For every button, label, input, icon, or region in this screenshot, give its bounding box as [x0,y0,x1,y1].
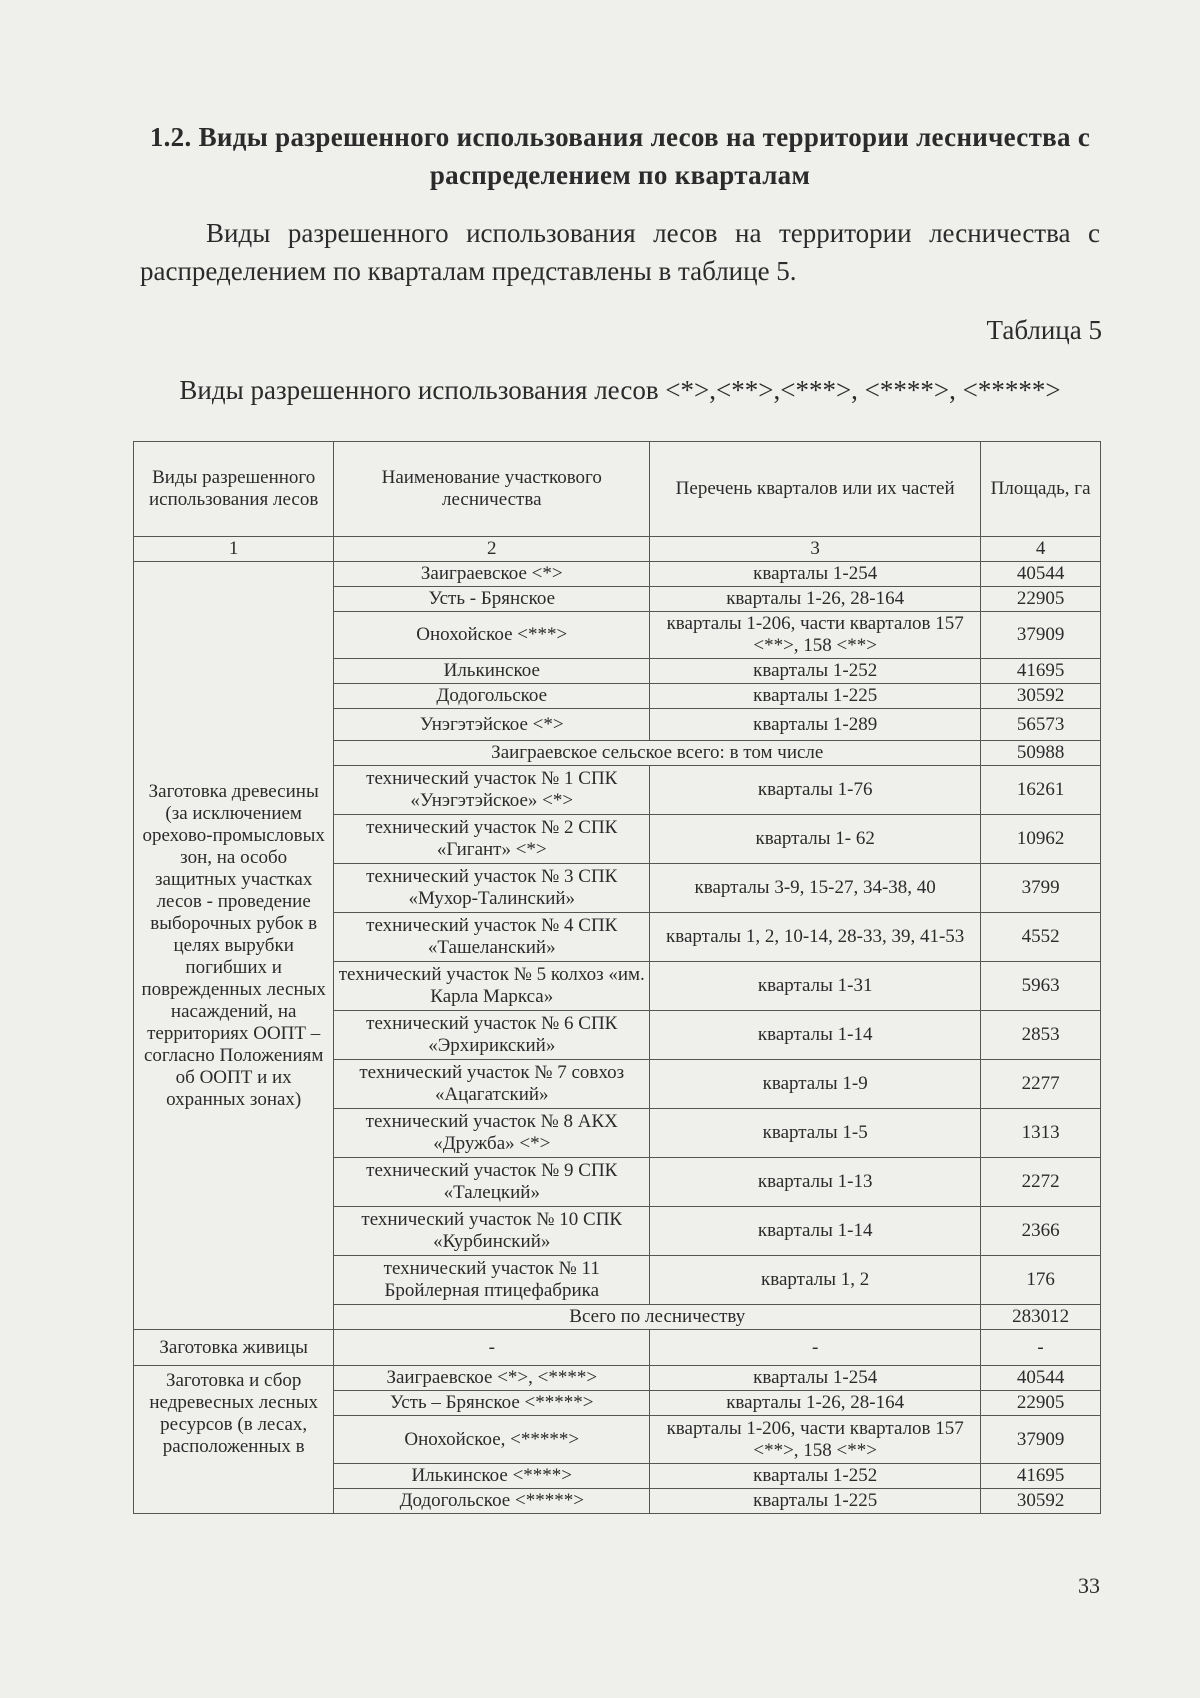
quarters-cell: кварталы 1-31 [650,962,981,1011]
area-cell: 37909 [981,1416,1101,1464]
quarters-cell: кварталы 1-13 [650,1158,981,1207]
header-cell: Площадь, га [981,442,1101,537]
forestry-name-cell: Заиграевское <*>, <****> [334,1366,650,1391]
forestry-name-cell: Унэгэтэйское <*> [334,709,650,741]
column-number: 3 [650,537,981,562]
forestry-name-cell: Заиграевское <*> [334,562,650,587]
forestry-name-cell: технический участок № 5 колхоз «им. Карла Маркса» [334,962,650,1011]
use-type-cell: Заготовка и сбор недревесных лесных ресурсов (в лесах, расположенных в [134,1366,334,1514]
forestry-name-cell: технический участок № 7 совхоз «Ацагатский» [334,1060,650,1109]
area-cell: 22905 [981,587,1101,612]
page-number: 33 [1078,1573,1100,1598]
quarters-cell: кварталы 1-76 [650,766,981,815]
quarters-cell: - [650,1330,981,1366]
column-number-row [134,537,1101,562]
quarters-cell: кварталы 1-26, 28-164 [650,1391,981,1416]
forestry-name-cell: технический участок № 11 Бройлерная птицефабрика [334,1256,650,1305]
forestry-name-cell: технический участок № 6 СПК «Эрхирикский» [334,1011,650,1060]
quarters-cell: кварталы 1-9 [650,1060,981,1109]
header-cell: Наименование участкового лесничества [334,442,650,537]
area-cell: 176 [981,1256,1101,1305]
table-label: Таблица 5 [986,315,1102,345]
area-cell: 30592 [981,1489,1101,1514]
quarters-cell: кварталы 1, 2 [650,1256,981,1305]
quarters-cell: кварталы 1-225 [650,684,981,709]
area-cell: 283012 [981,1305,1101,1330]
area-cell: 2366 [981,1207,1101,1256]
area-cell: 30592 [981,684,1101,709]
header-cell: Перечень кварталов или их частей [650,442,981,537]
quarters-cell: кварталы 1-252 [650,1464,981,1489]
quarters-cell: кварталы 1-254 [650,1366,981,1391]
forestry-name-cell: - [334,1330,650,1366]
forestry-name-cell: технический участок № 4 СПК «Ташеланский» [334,913,650,962]
forest-use-table [133,441,1101,1514]
use-type-cell: Заготовка древесины (за исключением орехово-промысловых зон, на особо защитных участках лесов - проведение выборочных рубок в целях вырубки погибших и поврежденных лесных насаждений, на территориях ООПТ – согласно Положениям об ООПТ и их охранных зонах) [134,562,334,1330]
forestry-name-cell: Онохойское <***> [334,612,650,659]
area-cell: - [981,1330,1101,1366]
quarters-cell: кварталы 1-252 [650,659,981,684]
table-caption: Виды разрешенного использования лесов <*>,<**>,<***>, <****>, <*****> [179,375,1061,405]
quarters-cell: кварталы 1-5 [650,1109,981,1158]
quarters-cell: кварталы 3-9, 15-27, 34-38, 40 [650,864,981,913]
area-cell: 2853 [981,1011,1101,1060]
forestry-name-cell: Додогольское <*****> [334,1489,650,1514]
table-row [134,562,1101,587]
area-cell: 41695 [981,1464,1101,1489]
area-cell: 2272 [981,1158,1101,1207]
area-cell: 40544 [981,562,1101,587]
quarters-cell: кварталы 1- 62 [650,815,981,864]
area-cell: 41695 [981,659,1101,684]
column-number: 1 [134,537,334,562]
forestry-name-cell: Додогольское [334,684,650,709]
forestry-name-cell: технический участок № 3 СПК «Мухор-Талинский» [334,864,650,913]
area-cell: 1313 [981,1109,1101,1158]
forestry-name-cell: Илькинское [334,659,650,684]
section-heading: 1.2. Виды разрешенного использования лесов на территории лесничества с распределением по кварталам [149,122,1091,190]
area-cell: 22905 [981,1391,1101,1416]
quarters-cell: кварталы 1-254 [650,562,981,587]
quarters-cell: кварталы 1-206, части кварталов 157 <**>, 158 <**> [650,612,981,659]
area-cell: 50988 [981,741,1101,766]
quarters-cell: кварталы 1-289 [650,709,981,741]
area-cell: 2277 [981,1060,1101,1109]
column-number: 4 [981,537,1101,562]
area-cell: 4552 [981,913,1101,962]
forestry-name-cell: Илькинское <****> [334,1464,650,1489]
table-header-row [134,442,1101,537]
forestry-name-cell: технический участок № 10 СПК «Курбинский» [334,1207,650,1256]
quarters-cell: кварталы 1-14 [650,1011,981,1060]
intro-paragraph [140,214,1100,290]
area-cell: 5963 [981,962,1101,1011]
intro-paragraph-text: Виды разрешенного использования лесов на территории лесничества с распределением по кварталам представлены в таблице 5. [140,218,1100,286]
table-row [134,1330,1101,1366]
forestry-name-cell: технический участок № 9 СПК «Талецкий» [334,1158,650,1207]
quarters-cell: кварталы 1-26, 28-164 [650,587,981,612]
forestry-name-cell: технический участок № 2 СПК «Гигант» <*> [334,815,650,864]
area-cell: 37909 [981,612,1101,659]
area-cell: 10962 [981,815,1101,864]
area-cell: 56573 [981,709,1101,741]
quarters-cell: кварталы 1, 2, 10-14, 28-33, 39, 41-53 [650,913,981,962]
column-number: 2 [334,537,650,562]
area-cell: 40544 [981,1366,1101,1391]
quarters-cell: кварталы 1-206, части кварталов 157 <**>, 158 <**> [650,1416,981,1464]
forestry-name-cell: Усть - Брянское [334,587,650,612]
forestry-name-cell: Усть – Брянское <*****> [334,1391,650,1416]
quarters-cell: кварталы 1-14 [650,1207,981,1256]
table-row [134,1366,1101,1391]
header-cell: Виды разрешенного использования лесов [134,442,334,537]
quarters-cell: кварталы 1-225 [650,1489,981,1514]
total-label-cell: Всего по лесничеству [334,1305,981,1330]
use-type-cell: Заготовка живицы [134,1330,334,1366]
forestry-name-cell: технический участок № 8 АКХ «Дружба» <*> [334,1109,650,1158]
subtotal-label-cell: Заиграевское сельское всего: в том числе [334,741,981,766]
forestry-name-cell: Онохойское, <*****> [334,1416,650,1464]
area-cell: 3799 [981,864,1101,913]
area-cell: 16261 [981,766,1101,815]
forestry-name-cell: технический участок № 1 СПК «Унэгэтэйское» <*> [334,766,650,815]
